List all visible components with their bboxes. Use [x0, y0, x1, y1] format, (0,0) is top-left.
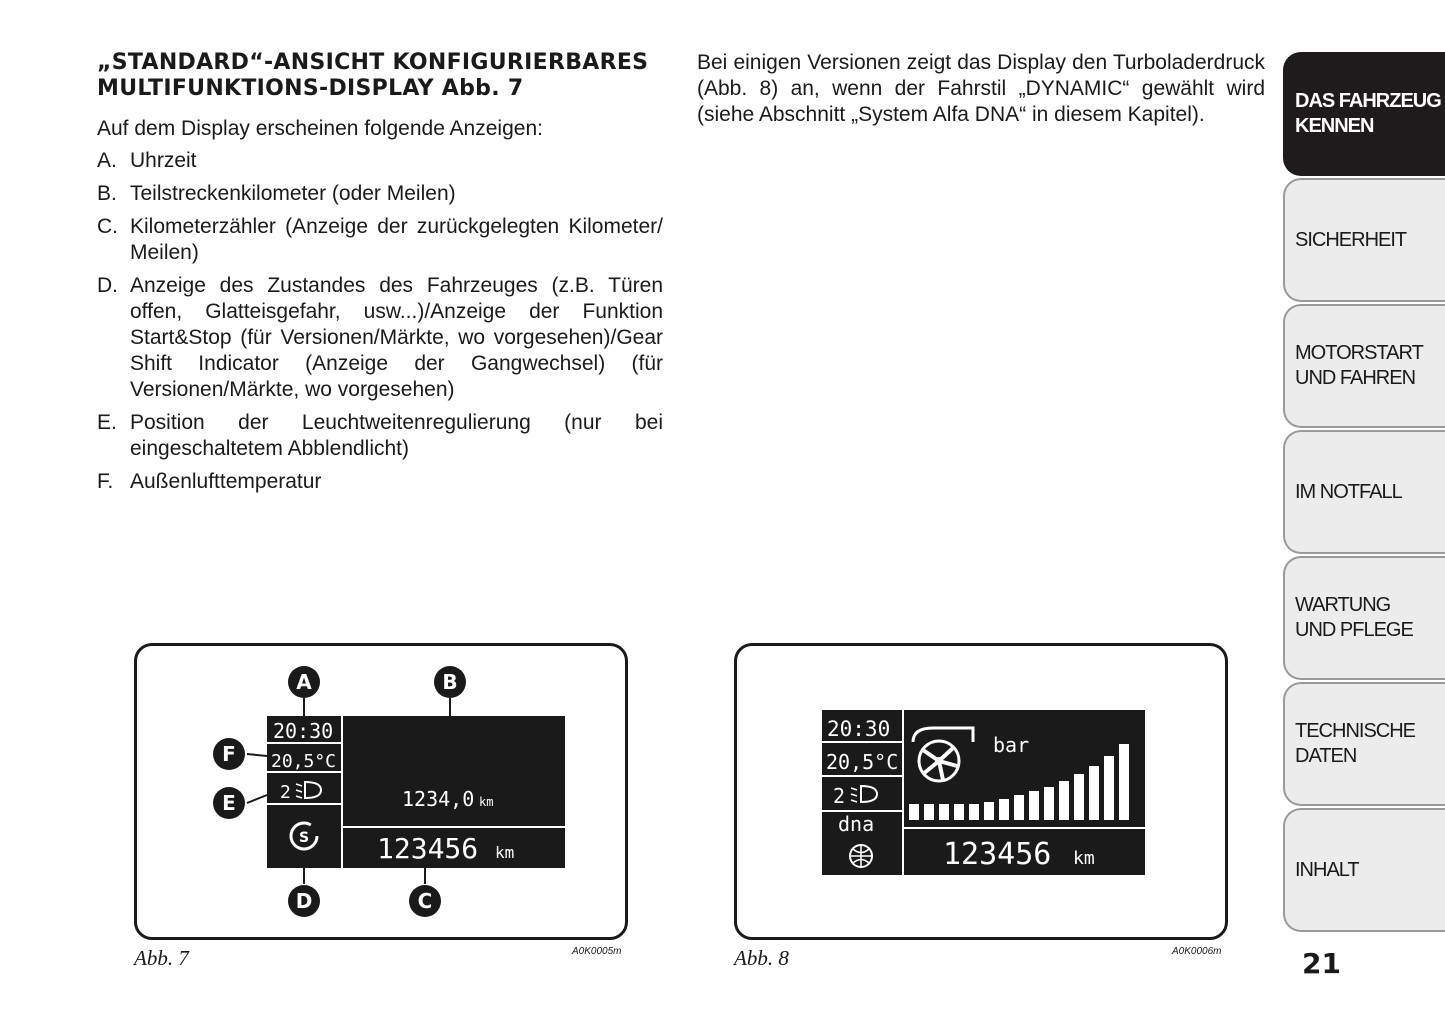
list-item: [97, 469, 663, 495]
svg-text:S: S: [299, 830, 310, 846]
section-heading: [97, 50, 663, 102]
svg-text:D: D: [295, 889, 313, 913]
tab-im-notfall[interactable]: IM NOTFALL: [1283, 430, 1445, 554]
item-text: Teilstreckenkilometer (oder Meilen): [130, 182, 456, 205]
page-number: 21: [1302, 947, 1341, 980]
marker-f: [213, 738, 245, 770]
list-item: [97, 273, 663, 403]
odometer-readout: 123456: [943, 837, 1052, 872]
tab-das-fahrzeug-kennen[interactable]: DAS FAHRZEUG KENNEN: [1283, 52, 1445, 176]
svg-text:F: F: [222, 742, 236, 766]
marker-b: [434, 666, 466, 698]
item-letter: F.: [97, 470, 114, 493]
heading-line-1: „STANDARD“-ANSICHT KONFIGURIERBARES: [97, 50, 649, 75]
item-letter: C.: [97, 215, 118, 238]
odometer-unit: km: [1073, 848, 1095, 869]
figure-8-code: A0K0006m: [1172, 946, 1222, 957]
item-letter: E.: [97, 411, 117, 434]
item-letter: B.: [97, 182, 117, 205]
item-text: Uhrzeit: [130, 149, 197, 172]
item-letter: A.: [97, 149, 117, 172]
trip-unit: km: [479, 795, 494, 809]
figure-8-frame: [734, 643, 1228, 940]
marker-e: [213, 787, 245, 819]
temperature-readout: 20,5°C: [271, 751, 337, 772]
item-letter: D.: [97, 274, 118, 297]
odometer-readout: 123456: [377, 832, 479, 865]
headlight-level-readout: 2: [280, 782, 291, 803]
list-item: [97, 181, 663, 207]
intro-text: Auf dem Display erscheinen folgende Anzeigen:: [97, 117, 543, 140]
chapter-tabs: [1283, 52, 1445, 934]
figure-8-caption: Abb. 8: [734, 946, 789, 970]
odometer-unit: km: [495, 843, 515, 862]
marker-d: [288, 885, 320, 917]
tab-technische-daten[interactable]: TECHNISCHE DATEN: [1283, 682, 1445, 806]
right-column: [697, 50, 1265, 128]
display-items-list: [97, 148, 663, 495]
item-text: Kilometerzähler (Anzeige der zurückgelegten Kilometer/ Meilen): [130, 215, 663, 264]
svg-text:E: E: [222, 791, 236, 815]
dna-label: dna: [838, 812, 875, 836]
clock-readout: 20:30: [273, 719, 334, 743]
globe-icon: [850, 845, 872, 867]
figure-7-display: [137, 646, 625, 937]
list-item: [97, 214, 663, 266]
figure-7-caption: Abb. 7: [134, 946, 189, 970]
item-text: Position der Leuchtweitenregulierung (nur bei eingeschaltetem Abblendlicht): [130, 411, 663, 460]
marker-a: [288, 666, 320, 698]
pressure-unit-label: bar: [993, 733, 1030, 757]
item-text: Anzeige des Zustandes des Fahrzeuges (z.B. Türen offen, Glatteisgefahr, usw...)/Anzeige der Funktion Start&Stop (für Versionen/Märkte, wo vorgesehen)/Gear Shift Indicator (Anzeige der Gangwechsel) (für Versionen/Märkte, wo vorgesehen): [130, 274, 663, 401]
clock-readout: 20:30: [827, 717, 891, 741]
figure-7-frame: [134, 643, 628, 940]
list-item: [97, 410, 663, 462]
tab-motorstart-und-fahren[interactable]: MOTORSTART UND FAHREN: [1283, 304, 1445, 428]
figure-7-code: A0K0005m: [572, 946, 622, 957]
svg-text:A: A: [296, 670, 312, 694]
item-text: Außenlufttemperatur: [130, 470, 322, 493]
tab-wartung-und-pflege[interactable]: WARTUNG UND PFLEGE: [1283, 556, 1445, 680]
headlight-level-readout: 2: [833, 784, 846, 808]
trip-readout: 1234,0: [402, 787, 475, 811]
left-column: [97, 50, 663, 502]
tab-sicherheit[interactable]: SICHERHEIT: [1283, 178, 1445, 302]
figure-8-display: [737, 646, 1225, 937]
tab-inhalt[interactable]: INHALT: [1283, 808, 1445, 932]
svg-text:C: C: [417, 889, 433, 913]
marker-c: [409, 885, 441, 917]
list-item: [97, 148, 663, 174]
turbo-paragraph: Bei einigen Versionen zeigt das Display den Turboladerdruck (Abb. 8) an, wenn der Fahrstil „DYNAMIC“ gewählt wird (siehe Abschnitt „System Alfa DNA“ in diesem Kapitel).: [697, 51, 1265, 126]
temperature-readout: 20,5°C: [826, 750, 899, 774]
svg-text:B: B: [442, 670, 458, 694]
heading-line-2: MULTIFUNKTIONS-DISPLAY Abb. 7: [97, 76, 524, 101]
